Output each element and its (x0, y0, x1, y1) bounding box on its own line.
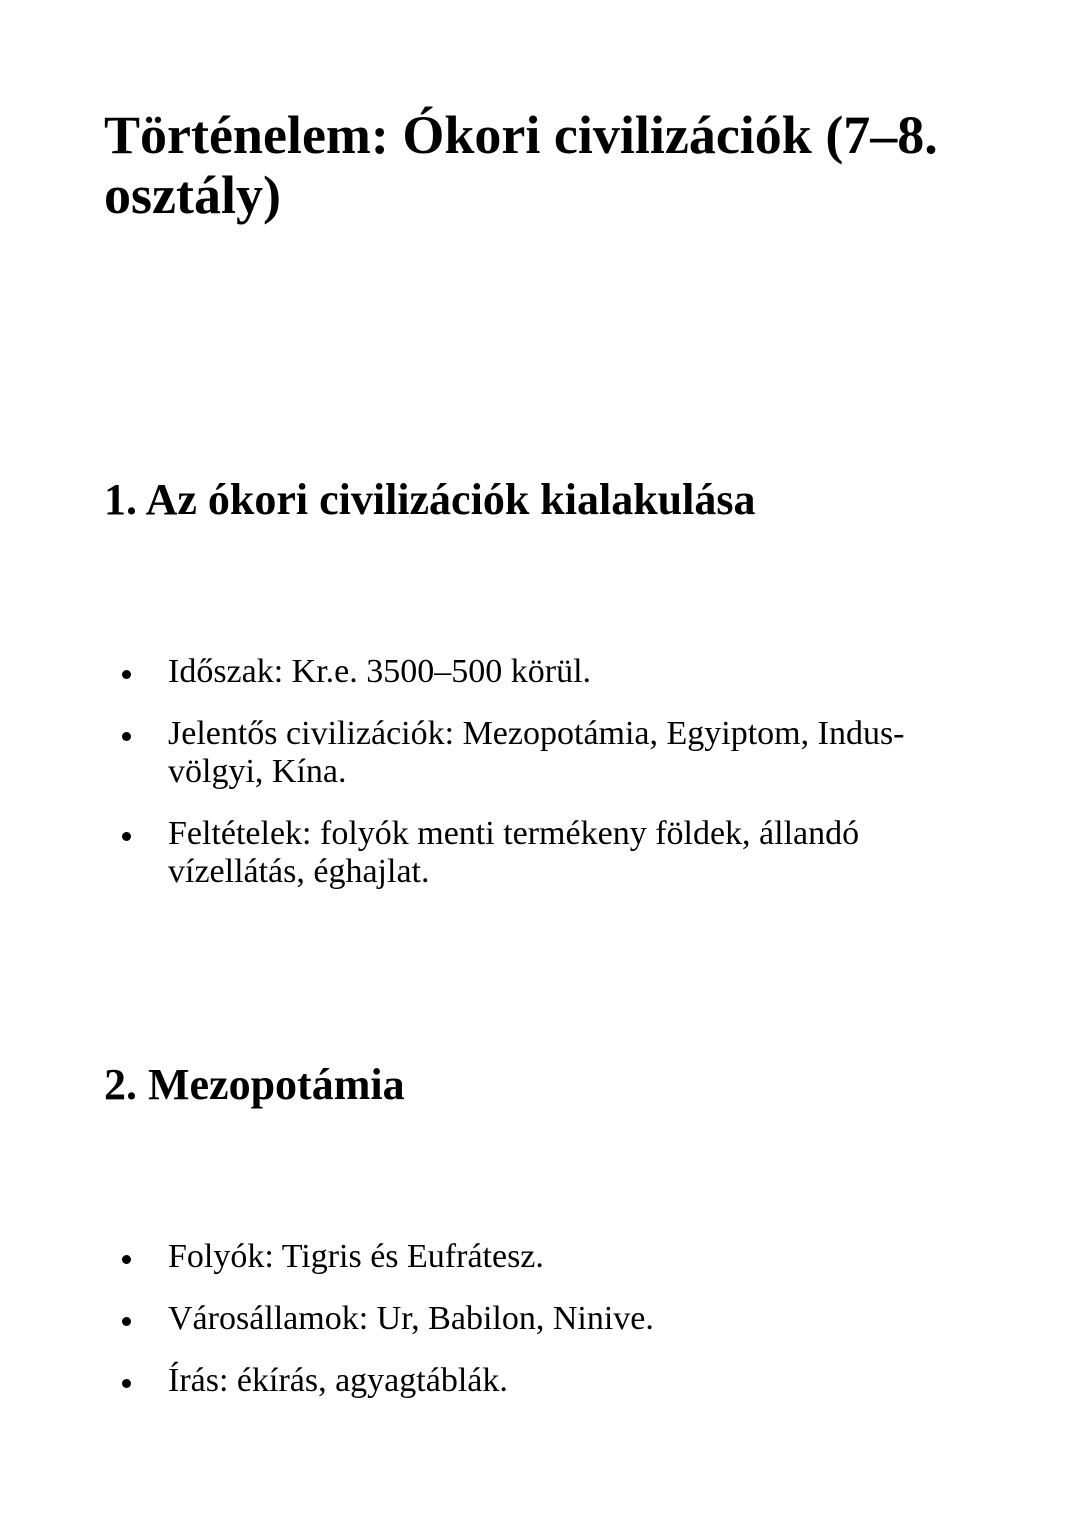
section-ancient-civilizations (104, 476, 970, 891)
list-item-text: Feltételek: folyók menti termékeny földek, állandó vízellátás, éghajlat. (168, 815, 860, 890)
list-item (104, 653, 934, 691)
list-item (104, 815, 934, 891)
bullet-icon (122, 732, 131, 741)
bullet-icon (122, 1255, 131, 1264)
page-title: Történelem: Ókori civilizációk (7–8. osztály) (104, 105, 938, 225)
list-item-text: Írás: ékírás, agyagtáblák. (168, 1362, 508, 1399)
list-item (104, 1300, 934, 1338)
list-item-text: Jelentős civilizációk: Mezopotámia, Egyiptom, Indus-völgyi, Kína. (168, 715, 905, 790)
bullet-icon (122, 1317, 131, 1326)
section-mesopotamia (104, 1061, 970, 1400)
list-item (104, 1362, 934, 1400)
list-item (104, 715, 934, 791)
bullet-list (104, 1238, 934, 1400)
section-heading: 2. Mezopotámia (104, 1060, 405, 1109)
bullet-icon (122, 670, 131, 679)
section-heading: 1. Az ókori civilizációk kialakulása (104, 475, 756, 524)
list-item-text: Időszak: Kr.e. 3500–500 körül. (168, 653, 592, 690)
list-item-text: Folyók: Tigris és Eufrátesz. (168, 1238, 544, 1275)
list-item-text: Városállamok: Ur, Babilon, Ninive. (168, 1300, 654, 1337)
list-item (104, 1238, 934, 1276)
bullet-icon (122, 1379, 131, 1388)
bullet-icon (122, 832, 131, 841)
bullet-list (104, 653, 934, 891)
